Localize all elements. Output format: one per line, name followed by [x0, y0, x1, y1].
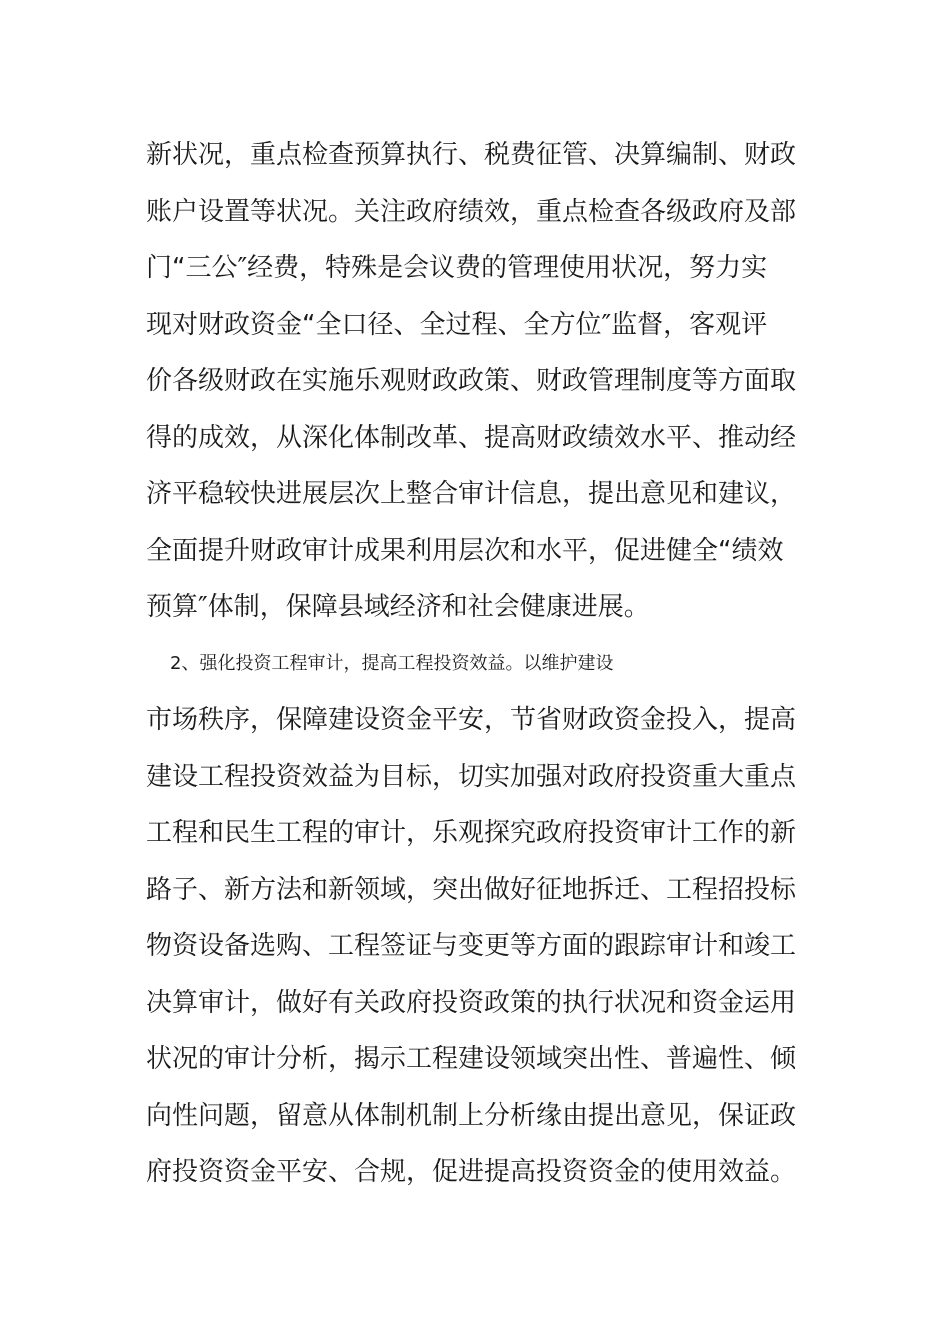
document-body: [146, 127, 826, 1201]
paragraph-fiscal-audit: [146, 127, 826, 636]
text-line: 府投资资金平安、合规，促进提高投资资金的使用效益。: [146, 1157, 797, 1187]
text-line: 向性问题，留意从体制机制上分析缘由提出意见，保证政: [146, 1100, 797, 1131]
text-line: 物资设备选购、工程签证与变更等方面的跟踪审计和竣工: [146, 931, 797, 961]
text-line: 预算″体制，保障县域经济和社会健康进展。: [146, 592, 650, 622]
text-line: 账户设置等状况。关注政府绩效，重点检查各级政府及部: [146, 196, 797, 227]
text-line: 路子、新方法和新领域，突出做好征地拆迁、工程招投标: [146, 874, 797, 905]
text-line: 建设工程投资效益为目标，切实加强对政府投资重大重点: [146, 761, 797, 792]
text-line: 状况的审计分析，揭示工程建设领域突出性、普遍性、倾: [146, 1044, 797, 1074]
paragraph-investment-audit: [146, 636, 826, 1201]
text-line: 得的成效，从深化体制改革、提高财政绩效水平、推动经: [146, 422, 797, 453]
text-line: 济平稳较快进展层次上整合审计信息，提出意见和建议，: [146, 479, 797, 509]
text-line: 新状况，重点检查预算执行、税费征管、决算编制、财政: [146, 140, 797, 170]
text-line: 门“三公″经费，特殊是会议费的管理使用状况，努力实: [146, 253, 768, 283]
text-line: 工程和民生工程的审计，乐观探究政府投资审计工作的新: [146, 818, 797, 848]
text-line: 现对财政资金“全口径、全过程、全方位″监督，客观评: [146, 309, 768, 340]
text-line: 决算审计，做好有关政府投资政策的执行状况和资金运用: [146, 987, 797, 1018]
text-line: 2、强化投资工程审计，提高工程投资效益。以维护建设: [170, 652, 614, 674]
text-line: 全面提升财政审计成果利用层次和水平，促进健全“绩效: [146, 535, 784, 566]
text-line: 市场秩序，保障建设资金平安，节省财政资金投入，提高: [146, 705, 797, 735]
text-line: 价各级财政在实施乐观财政政策、财政管理制度等方面取: [146, 366, 797, 396]
